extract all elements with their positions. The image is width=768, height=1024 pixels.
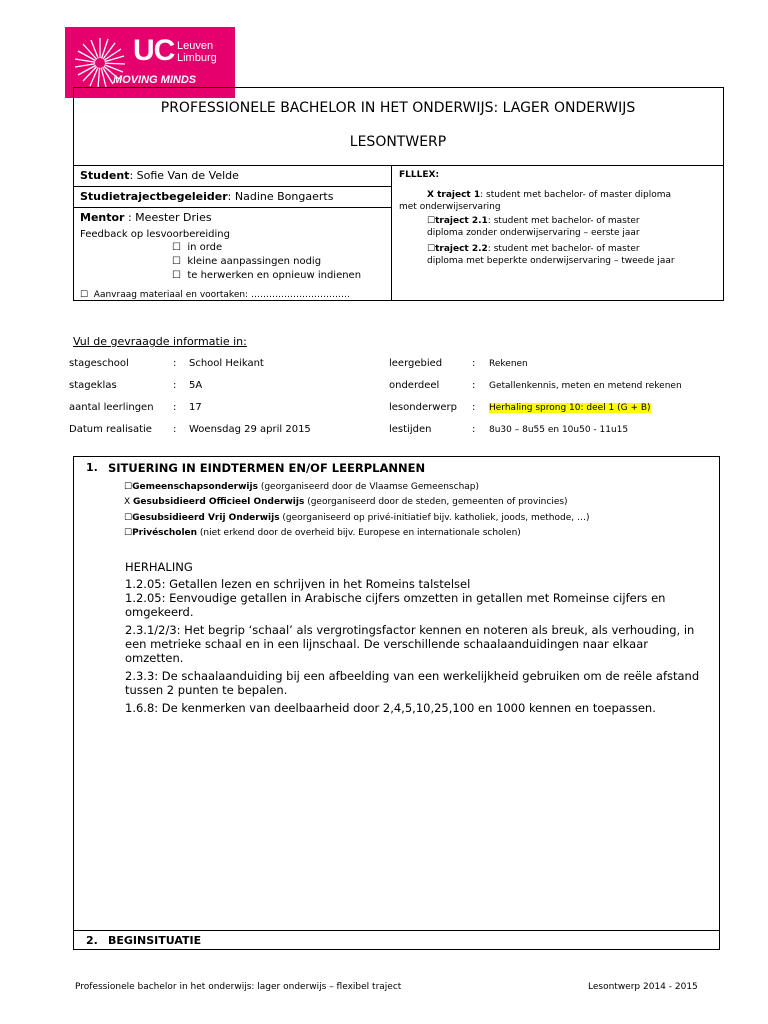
info-label-lesonderwerp: lesonderwerp [389,402,457,413]
info-value-leerlingen: 17 [189,402,202,413]
document-title: PROFESSIONELE BACHELOR IN HET ONDERWIJS: LAGER ONDERWIJS [160,100,636,116]
info-value-leergebied: Rekenen [489,359,528,369]
logo-tagline: MOVING MINDS [113,74,197,86]
feedback-option-herwerken[interactable]: ☐ te herwerken en opnieuw indienen [172,270,362,281]
network-gemeenschapsonderwijs[interactable]: ☐Gemeenschapsonderwijs (georganiseerd door de Vlaamse Gemeenschap) [124,482,480,492]
network-gesubsidieerd-vrij[interactable]: ☐Gesubsidieerd Vrij Onderwijs (georganiseerd op privé-initiatief bijv. katholiek, joods, methode, …) [124,513,590,523]
section-1-title: SITUERING IN EINDTERMEN EN/OF LEERPLANNEN [108,461,426,475]
section-1-number: 1. [86,461,98,474]
info-label-leerlingen: aantal leerlingen [69,402,154,413]
network-gesubsidieerd-officieel[interactable]: X Gesubsidieerd Officieel Onderwijs (georganiseerd door de steden, gemeenten of provincies) [124,497,568,507]
feedback-option-kleine[interactable]: ☐ kleine aanpassingen nodig [172,256,322,267]
footer-left: Professionele bachelor in het onderwijs: lager onderwijs – flexibel traject [75,982,402,992]
mentor-field [80,211,212,224]
eindtermen-list [125,577,715,715]
eindterm-line: 1.2.05: Eenvoudige getallen in Arabische cijfers omzetten in getallen met Romeinse cijfers en [125,591,666,605]
eindterm-line: tussen 2 punten te bepalen. [125,683,288,697]
feedback-option-in-orde[interactable]: ☐ in orde [172,242,223,253]
begeleider-value: : Nadine Bongaerts [227,190,334,203]
begeleider-field [80,190,333,203]
logo-brand: UC [133,34,175,67]
flex-traject-1[interactable]: X traject 1: student met bachelor- of master diploma met onderwijservaring [399,190,671,212]
info-value-stageklas: 5A [189,380,203,391]
eindterm-line: omgekeerd. [125,605,194,619]
mentor-label: Mentor [80,211,125,224]
eindterm-line: 1.6.8: De kenmerken van deelbaarheid door 2,4,5,10,25,100 en 1000 kennen en toepassen. [125,701,656,715]
info-label-stageklas: stageklas [69,380,117,391]
flex-label: FLLLEX: [399,170,440,180]
info-label-lestijden: lestijden [389,424,432,435]
eindterm-line: 1.2.05: Getallen lezen en schrijven in het Romeins talstelsel [125,577,471,591]
info-value-onderdeel: Getallenkennis, meten en metend rekenen [489,381,682,391]
student-field [80,169,239,182]
info-value-stageschool: School Heikant [189,358,264,369]
info-label-onderdeel: onderdeel [389,380,440,391]
info-label-leergebied: leergebied [389,358,443,369]
eindterm-line: 2.3.1/2/3: Het begrip ‘schaal’ als vergrotingsfactor kennen en noteren als breuk, als verhouding, in [125,623,695,637]
info-label-stageschool: stageschool [69,358,129,369]
info-value-datum: Woensdag 29 april 2015 [189,424,311,435]
eindterm-line: omzetten. [125,651,184,665]
mentor-value: : Meester Dries [124,211,212,224]
section-2-title: BEGINSITUATIE [108,934,202,947]
network-privescholen[interactable]: ☐Privéscholen (niet erkend door de overheid bijv. Europese en internationale scholen) [124,528,521,538]
student-label: Student [80,169,130,182]
info-value-lestijden: 8u30 – 8u55 en 10u50 - 11u15 [489,425,629,435]
eindterm-line: 2.3.3: De schaalaanduiding bij een afbeelding van een werkelijkheid gebruiken om de reële afstand [125,669,700,683]
logo-location-1: Leuven [177,40,214,52]
eindterm-line: een metrieke schaal en in een lijnschaal. De verschillende schaalaanduidingen naar elkaar [125,637,648,651]
footer-right: Lesontwerp 2014 - 2015 [588,982,698,992]
student-value: : Sofie Van de Velde [129,169,239,182]
begeleider-label: Studietrajectbegeleider [80,190,228,203]
feedback-label: Feedback op lesvoorbereiding [80,229,230,240]
aanvraag-checkbox[interactable]: ☐ Aanvraag materiaal en voortaken: …………………………… [80,290,350,300]
document-subtitle: LESONTWERP [349,134,447,150]
herhaling-heading: HERHALING [125,560,193,574]
info-value-lesonderwerp: Herhaling sprong 10: deel 1 (G + B) [489,403,651,413]
section-2-number: 2. [86,934,98,947]
info-heading: Vul de gevraagde informatie in: [73,335,247,348]
logo-location-2: Limburg [177,52,217,64]
flex-traject-2-2[interactable]: ☐traject 2.2: student met bachelor- of master diploma met beperkte onderwijservaring – tweede jaar [427,244,675,266]
info-label-datum: Datum realisatie [69,424,152,435]
flex-traject-2-1[interactable]: ☐traject 2.1: student met bachelor- of master diploma zonder onderwijservaring – eerste jaar [427,216,640,238]
